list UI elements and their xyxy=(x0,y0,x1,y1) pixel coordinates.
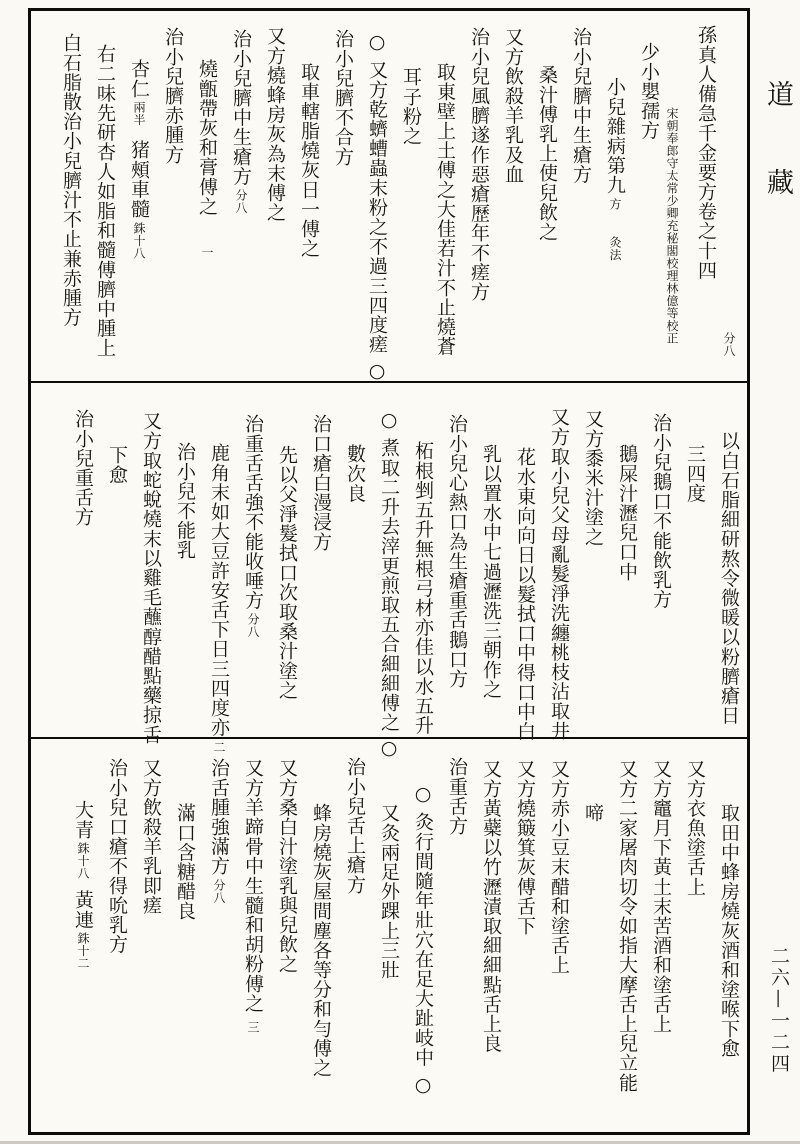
text-column xyxy=(466,389,500,731)
column-text: 又方竈月下黃土末苦酒和塗舌上 xyxy=(650,759,672,1034)
register-top xyxy=(31,11,747,383)
column-text: 治小兒臍赤腫方 xyxy=(162,27,184,165)
column-text: 治重舌方 xyxy=(446,757,468,836)
text-column xyxy=(658,17,681,375)
text-column xyxy=(58,745,92,1122)
column-text: 白石脂散治小兒臍汁不止兼赤腫方 xyxy=(60,33,82,327)
column-text: 又方二家屠肉切令如指大摩舌上兒立能 xyxy=(616,759,638,1093)
text-column xyxy=(228,745,262,1122)
annotation-text: 銖十八 xyxy=(132,221,146,260)
column-text: ○ xyxy=(412,783,434,806)
column-text: 滿口含糖醋良 xyxy=(174,803,196,921)
text-column xyxy=(704,745,738,1122)
text-column xyxy=(670,389,704,731)
column-text: 又方飲殺羊乳即瘥 xyxy=(140,758,162,915)
column-text: 乳以置水中七過瀝洗三朝作之 xyxy=(480,444,502,699)
column-text: 又方赤小豆末醋和塗舌上 xyxy=(548,759,570,975)
column-text: ○ xyxy=(366,359,388,383)
text-column xyxy=(194,389,230,754)
text-column xyxy=(126,389,162,745)
column-text: 治重舌舌強不能收唾方 xyxy=(242,414,264,610)
column-text: 耳子粉之 xyxy=(400,67,422,146)
column-text: 治口瘡白漫浸方 xyxy=(310,414,332,552)
daozang-char-dao: 道 xyxy=(762,80,793,107)
text-column xyxy=(58,389,92,731)
column-text: 治小兒心熱口為生瘡重舌鵝口方 xyxy=(446,414,468,689)
annotation-text: 銖十二 xyxy=(76,931,90,970)
text-column xyxy=(534,389,570,741)
text-column xyxy=(148,17,182,375)
column-text: 下愈 xyxy=(106,445,128,485)
text-column xyxy=(432,745,466,1122)
annotation-text: 二 xyxy=(212,741,226,754)
text-column xyxy=(216,17,250,375)
column-text: 治小兒臍不合方 xyxy=(332,29,354,167)
column-text: 少小嬰孺方 xyxy=(638,42,660,140)
column-text: 又方燒蜂房灰為末傅之 xyxy=(264,26,286,222)
column-text: 杏仁 xyxy=(128,59,150,99)
text-column xyxy=(92,389,126,731)
register-bottom xyxy=(31,736,747,1128)
column-text: 先以父淨髮拭口次取桑汁塗之 xyxy=(276,445,298,700)
text-column xyxy=(194,745,228,1122)
text-column xyxy=(296,745,330,1122)
column-text: 黃連 xyxy=(72,889,94,929)
column-text: 花水東向向日以髮拭口中得口中白 xyxy=(514,447,536,741)
daozang-char-zang: 藏 xyxy=(762,167,793,195)
column-text: 治小兒不能乳 xyxy=(174,442,196,560)
text-column xyxy=(534,745,568,1122)
text-column xyxy=(318,17,352,375)
text-column xyxy=(182,17,216,375)
text-column xyxy=(602,389,636,731)
annotation-text: 分八 xyxy=(212,878,226,904)
text-column xyxy=(466,745,500,1122)
text-column xyxy=(398,389,434,735)
text-column xyxy=(352,17,388,383)
column-text: 又方燒簸箕灰傅舌下 xyxy=(514,759,536,936)
column-text: 大青 xyxy=(72,800,94,840)
column-text: 小兒雜病第九 xyxy=(604,77,626,195)
column-text: 又灸兩足外踝上三壯 xyxy=(378,803,400,980)
text-column xyxy=(262,745,296,1122)
text-column xyxy=(398,745,432,1122)
annotation-text: 分八 xyxy=(246,613,260,638)
text-border-frame xyxy=(28,8,750,1135)
text-column xyxy=(296,389,330,731)
column-text: 治小兒臍中生瘡方 xyxy=(230,29,252,186)
text-column xyxy=(636,745,670,1122)
text-column xyxy=(330,389,364,731)
annotation-text: 灸法 xyxy=(608,236,622,262)
text-column xyxy=(364,389,400,760)
column-text: 又方乾蠐螬蟲末粉之不過三四度瘥 xyxy=(366,59,388,354)
column-text: ○ xyxy=(366,31,388,54)
text-column xyxy=(250,17,284,375)
text-column xyxy=(454,17,488,375)
column-text: 取東壁上土傅之大佳若汁不止燒蒼 xyxy=(434,62,456,356)
annotation-text: 三 xyxy=(246,1020,260,1034)
text-column xyxy=(568,745,602,1122)
column-text: 孫真人備急千金要方卷之十四 xyxy=(695,25,717,280)
annotation-text: 方 xyxy=(608,197,622,211)
text-column xyxy=(556,17,590,375)
column-text: 又方取蛇蛻燒末以雞毛蘸醇醋點藥掠舌 xyxy=(140,411,162,745)
column-text: 又方取小兒父母亂髮淨洗纏桃枝沾取井 xyxy=(548,407,570,741)
text-column xyxy=(114,17,148,375)
text-column xyxy=(364,745,398,1122)
column-text: 數次良 xyxy=(344,444,366,503)
column-text: 治小兒重舌方 xyxy=(72,409,94,527)
column-text: 燒甑帶灰和膏傅之 xyxy=(196,59,218,216)
annotation-text: 宋朝奉郎守太常少卿充秘閣校理林億等校正 xyxy=(665,107,679,345)
text-column xyxy=(160,745,194,1122)
column-text: 柘根剉五升無根弓材亦佳以水五升 xyxy=(412,441,434,735)
text-column xyxy=(386,17,420,375)
daozang-margin-title xyxy=(764,80,791,195)
text-column xyxy=(568,389,602,731)
column-text: 又方黍米汁塗之 xyxy=(582,409,604,547)
column-text: 治舌腫強滿方 xyxy=(208,758,230,876)
column-text: 三四度 xyxy=(684,444,706,503)
column-text: 右二味先研杏人如脂和髓傅臍中腫上 xyxy=(94,44,116,358)
column-text: 以白石脂細研熬令微暖以粉臍瘡日 xyxy=(718,431,740,725)
column-text: 桑汁傅乳上使兒飲之 xyxy=(536,65,558,242)
column-text: 治小兒鵝口不能飲乳方 xyxy=(650,413,672,609)
text-column xyxy=(432,389,466,731)
column-text: 治小兒風臍遂作惡瘡歷年不瘥方 xyxy=(468,27,490,302)
column-text: 治小兒口瘡不得吮乳方 xyxy=(106,758,128,954)
text-column xyxy=(80,17,114,375)
column-text: ○ xyxy=(378,409,400,432)
text-column xyxy=(160,389,194,731)
annotation-text: 分八 xyxy=(722,332,736,357)
text-column xyxy=(284,17,318,375)
annotation-text: 一 xyxy=(200,245,214,259)
annotation-text: 銖十八 xyxy=(76,842,90,880)
column-text: 治小兒舌上瘡方 xyxy=(344,757,366,895)
column-text: 又方飲殺羊乳及血 xyxy=(502,27,524,184)
text-column xyxy=(330,745,364,1122)
text-column xyxy=(92,745,126,1122)
text-column xyxy=(681,17,715,375)
text-column xyxy=(46,17,80,375)
column-text: ○ xyxy=(378,736,400,760)
column-text: 又方羊蹄骨中生髓和胡粉傅之 xyxy=(242,758,264,1013)
register-middle xyxy=(31,383,747,760)
text-column xyxy=(126,745,160,1122)
column-text: 鹿角末如大豆許安舌下日三四度亦 xyxy=(208,443,230,737)
text-column xyxy=(420,17,454,375)
column-text: 灸行間隨年壯穴在足大趾岐中 xyxy=(412,811,434,1067)
column-text: 蜂房燒灰屋間塵各等分和勻傅之 xyxy=(310,803,332,1078)
folio-page-number: 二六—一二四 xyxy=(768,946,790,1075)
column-text: 又方衣魚塗舌上 xyxy=(684,759,706,897)
column-text: 治小兒臍中生瘡方 xyxy=(570,27,592,184)
column-text: ○ xyxy=(412,1074,434,1098)
column-text: 鵝屎汁瀝兒口中 xyxy=(616,444,638,582)
column-text: 取田中蜂房燒灰酒和塗喉下愈 xyxy=(718,803,740,1058)
text-column xyxy=(715,17,738,375)
text-column xyxy=(228,389,262,731)
text-column xyxy=(670,745,704,1122)
text-column xyxy=(500,745,534,1122)
annotation-text: 兩半 xyxy=(132,101,146,127)
column-text: 猪頰車髓 xyxy=(128,140,150,219)
column-text: 啼 xyxy=(582,803,604,823)
text-column xyxy=(636,389,670,731)
text-column xyxy=(624,17,658,375)
text-column xyxy=(522,17,556,375)
text-column xyxy=(262,389,296,731)
column-text: 又方桑白汁塗乳與兒飲之 xyxy=(276,758,298,974)
text-column xyxy=(488,17,522,375)
column-text: 煮取二升去滓更煎取五合細細傅之 xyxy=(378,437,400,732)
text-column xyxy=(500,389,536,741)
column-text: 取車轄脂燒灰日一傅之 xyxy=(298,62,320,258)
text-column xyxy=(704,389,738,731)
column-text: 又方黃蘗以竹瀝漬取細細點舌上良 xyxy=(480,759,502,1053)
annotation-text: 分八 xyxy=(234,188,248,214)
text-column xyxy=(590,17,624,375)
text-column xyxy=(602,745,636,1122)
